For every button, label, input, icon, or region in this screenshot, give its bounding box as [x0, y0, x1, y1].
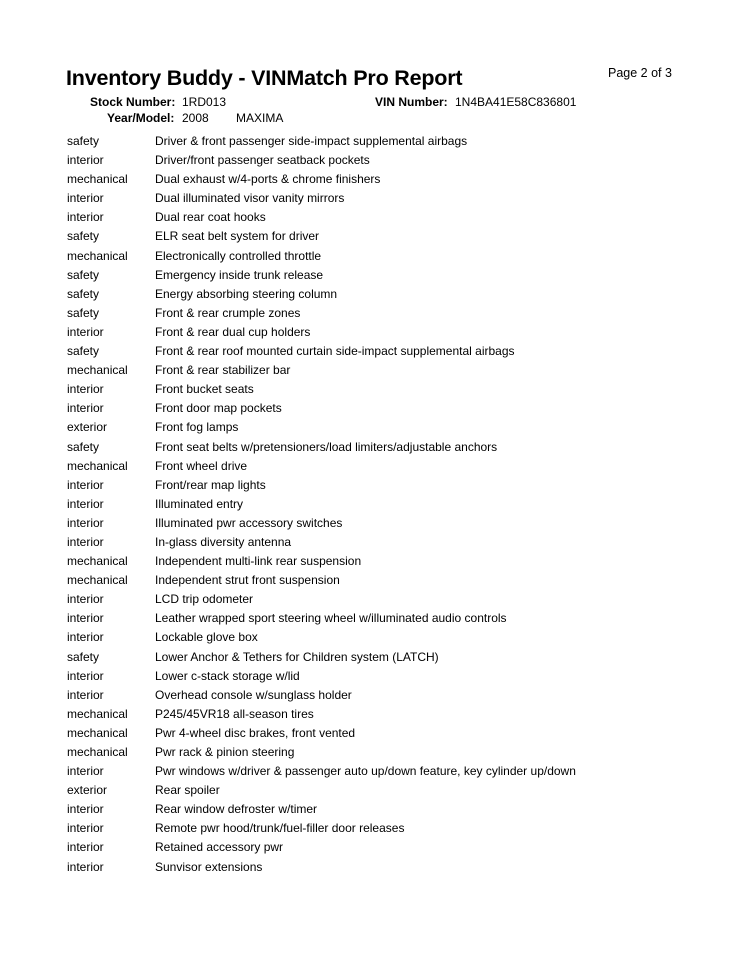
feature-category: interior — [67, 630, 104, 645]
feature-category: interior — [67, 210, 104, 225]
stock-number-label: Stock Number: — [90, 95, 176, 109]
feature-row — [0, 571, 742, 590]
feature-description: Front & rear stabilizer bar — [155, 363, 291, 378]
feature-description: Driver/front passenger seatback pockets — [155, 153, 370, 168]
vin-number-value: 1N4BA41E58C836801 — [455, 95, 577, 109]
feature-category: mechanical — [67, 706, 128, 721]
feature-row — [0, 743, 742, 762]
vin-number-label: VIN Number: — [375, 95, 448, 109]
feature-description: Front & rear dual cup holders — [155, 324, 311, 339]
feature-description: Lower c-stack storage w/lid — [155, 668, 300, 683]
feature-row — [0, 418, 742, 437]
feature-row — [0, 266, 742, 285]
year-model-field — [107, 111, 284, 125]
feature-category: safety — [67, 305, 100, 320]
feature-row — [0, 609, 742, 628]
feature-row — [0, 762, 742, 781]
feature-category: interior — [67, 477, 104, 492]
feature-row — [0, 667, 742, 686]
feature-description: Independent multi-link rear suspension — [155, 554, 362, 569]
feature-category: interior — [67, 592, 104, 607]
feature-description: Remote pwr hood/trunk/fuel-filler door releases — [155, 821, 405, 836]
feature-category: interior — [67, 764, 104, 779]
feature-row — [0, 304, 742, 323]
feature-category: mechanical — [67, 573, 128, 588]
feature-description: Emergency inside trunk release — [155, 267, 324, 282]
feature-row — [0, 170, 742, 189]
feature-category: safety — [67, 134, 100, 148]
feature-description: Rear window defroster w/timer — [155, 802, 318, 817]
feature-description: Dual illuminated visor vanity mirrors — [155, 191, 345, 206]
feature-description: Front door map pockets — [155, 401, 282, 416]
feature-row — [0, 380, 742, 399]
report-title: Inventory Buddy - VINMatch Pro Report — [66, 66, 463, 90]
feature-row — [0, 724, 742, 743]
feature-row — [0, 476, 742, 495]
feature-row — [0, 361, 742, 380]
feature-description: Pwr 4-wheel disc brakes, front vented — [155, 725, 356, 740]
feature-row — [0, 858, 742, 877]
feature-category: mechanical — [67, 363, 128, 378]
feature-row — [0, 323, 742, 342]
feature-description: Electronically controlled throttle — [155, 248, 322, 263]
feature-row — [0, 457, 742, 476]
feature-category: interior — [67, 802, 104, 817]
feature-description: Energy absorbing steering column — [155, 286, 338, 301]
feature-category: safety — [67, 649, 100, 664]
feature-row — [0, 686, 742, 705]
feature-row — [0, 247, 742, 266]
feature-description: Front bucket seats — [155, 382, 254, 397]
feature-row — [0, 438, 742, 457]
feature-description: Leather wrapped sport steering wheel w/illuminated audio controls — [155, 611, 507, 626]
page-number: Page 2 of 3 — [608, 66, 672, 80]
feature-description: Front & rear roof mounted curtain side-impact supplemental airbags — [155, 344, 515, 359]
feature-description: Front wheel drive — [155, 458, 248, 473]
year-value: 2008 — [182, 111, 209, 125]
feature-category: safety — [67, 267, 100, 282]
feature-category: interior — [67, 324, 104, 339]
feature-description: LCD trip odometer — [155, 592, 254, 607]
feature-description: Independent strut front suspension — [155, 573, 340, 588]
feature-category: interior — [67, 611, 104, 626]
feature-category: interior — [67, 821, 104, 836]
feature-description: Overhead console w/sunglass holder — [155, 687, 352, 702]
feature-description: Rear spoiler — [155, 783, 220, 798]
feature-description: Front & rear crumple zones — [155, 305, 301, 320]
feature-category: safety — [67, 344, 100, 359]
feature-row — [0, 781, 742, 800]
feature-description: In-glass diversity antenna — [155, 534, 292, 549]
feature-category: interior — [67, 687, 104, 702]
feature-description: Retained accessory pwr — [155, 840, 284, 855]
feature-category: interior — [67, 401, 104, 416]
feature-row — [0, 189, 742, 208]
feature-row — [0, 800, 742, 819]
feature-row — [0, 495, 742, 514]
feature-category: interior — [67, 515, 104, 530]
feature-category: exterior — [67, 420, 108, 435]
feature-description: P245/45VR18 all-season tires — [155, 706, 314, 721]
feature-description: Dual rear coat hooks — [155, 210, 266, 225]
feature-description: Pwr windows w/driver & passenger auto up/down feature, key cylinder up/down — [155, 764, 576, 779]
feature-row — [0, 208, 742, 227]
feature-description: Sunvisor extensions — [155, 859, 263, 874]
feature-row — [0, 533, 742, 552]
feature-category: mechanical — [67, 458, 128, 473]
feature-description: Dual exhaust w/4-ports & chrome finishers — [155, 172, 381, 187]
feature-row — [0, 628, 742, 647]
feature-row — [0, 342, 742, 361]
stock-number-field — [90, 95, 227, 109]
feature-description: Illuminated pwr accessory switches — [155, 515, 343, 530]
feature-description: Front/rear map lights — [155, 477, 266, 492]
feature-row — [0, 819, 742, 838]
feature-category: mechanical — [67, 248, 128, 263]
feature-description: Driver & front passenger side-impact supplemental airbags — [155, 134, 468, 148]
feature-category: interior — [67, 191, 104, 206]
stock-number-value: 1RD013 — [182, 95, 227, 109]
model-value: MAXIMA — [236, 111, 284, 125]
feature-category: interior — [67, 840, 104, 855]
feature-row — [0, 590, 742, 609]
feature-description: Front fog lamps — [155, 420, 239, 435]
feature-row — [0, 227, 742, 246]
feature-description: Pwr rack & pinion steering — [155, 745, 295, 759]
feature-list — [0, 132, 742, 877]
feature-category: mechanical — [67, 725, 128, 740]
feature-category: mechanical — [67, 172, 128, 187]
feature-row — [0, 285, 742, 304]
feature-category: safety — [67, 286, 100, 301]
feature-category: interior — [67, 859, 104, 874]
feature-row — [0, 514, 742, 533]
feature-description: Illuminated entry — [155, 496, 244, 511]
feature-row — [0, 648, 742, 667]
feature-category: interior — [67, 534, 104, 549]
feature-category: safety — [67, 229, 100, 244]
feature-row — [0, 132, 742, 151]
feature-row — [0, 399, 742, 418]
feature-category: interior — [67, 153, 104, 168]
feature-row — [0, 151, 742, 170]
year-model-label: Year/Model: — [107, 111, 175, 125]
feature-category: safety — [67, 439, 100, 454]
feature-row — [0, 838, 742, 857]
feature-description: Lower Anchor & Tethers for Children system (LATCH) — [155, 649, 439, 664]
feature-category: interior — [67, 382, 104, 397]
feature-category: mechanical — [67, 554, 128, 569]
feature-category: exterior — [67, 783, 108, 798]
feature-category: interior — [67, 668, 104, 683]
feature-description: ELR seat belt system for driver — [155, 229, 320, 244]
feature-row — [0, 705, 742, 724]
feature-category: interior — [67, 496, 104, 511]
feature-row — [0, 552, 742, 571]
feature-description: Front seat belts w/pretensioners/load limiters/adjustable anchors — [155, 439, 498, 454]
vin-number-field — [375, 95, 577, 109]
feature-category: mechanical — [67, 745, 128, 759]
feature-description: Lockable glove box — [155, 630, 258, 645]
